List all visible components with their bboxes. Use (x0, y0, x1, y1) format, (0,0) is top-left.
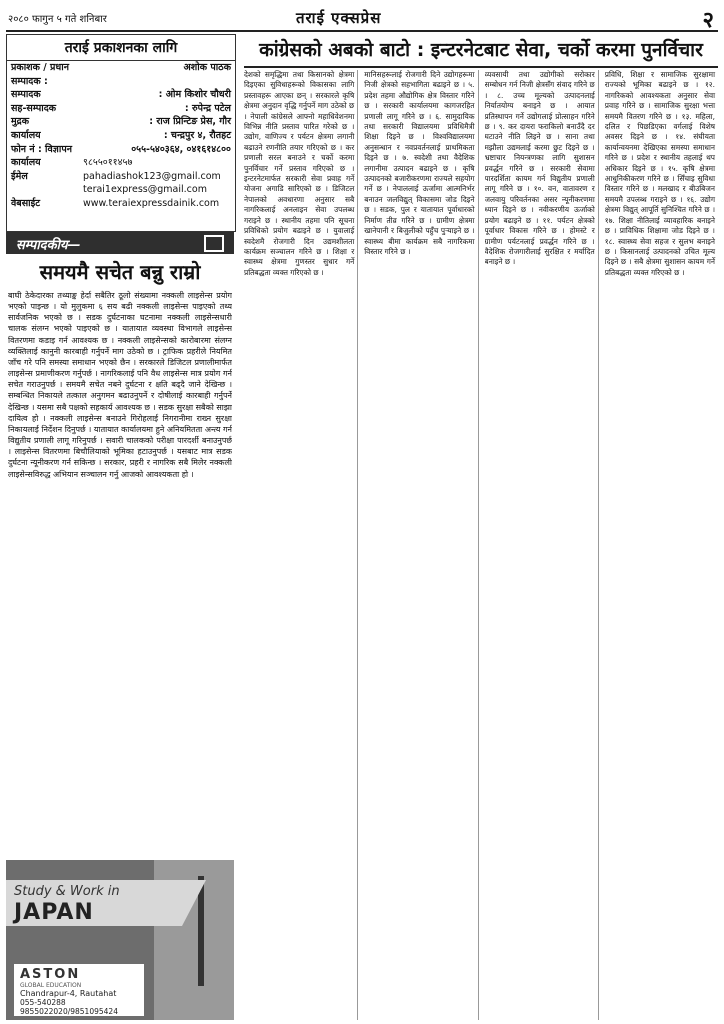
credit-key: सम्पादक (11, 89, 41, 101)
email-link[interactable]: terai1express@gmail.com (83, 184, 207, 196)
article-column (485, 70, 599, 1020)
column-text: देशको समृद्धिमा तथा किसानको क्षेत्रमा दिइएका सुविधाहरूको विकासका लागि प्रस्तावहरू आएका छन् । सरकारले कृषि क्षेत्रमा अनुदान वृद्धि गर्नुपर्ने माग उठेको छ । नेपाली कांग्रेसले आफ्नो महाधिवेशनमा विभिन्न नीति प्रस्ताव पारित गरेको छ । उद्योग, वाणिज्य र पर्यटन क्षेत्रमा लगानी बढाउने रणनीति तयार गरिएको छ । कर प्रणाली सरल बनाउने र चर्को करमा पुनर्विचार गर्ने प्रस्ताव गरिएको छ । इन्टरनेटमार्फत सरकारी सेवा प्रवाह गर्ने योजना अगाडि सारिएको छ । डिजिटल नेपालको अवधारणा अनुसार सबै नागरिकलाई अनलाइन सेवा उपलब्ध गराइने छ । स्थानीय तहमा पनि सूचना प्रविधिको प्रयोग बढाइने छ । युवालाई स्वदेशमै रोजगारी दिन उद्यमशीलता कार्यक्रम सञ्चालन गरिने छ । शिक्षा र स्वास्थ्य क्षेत्रमा गुणस्तर सुधार गर्ने प्रतिबद्धता व्यक्त गरिएको छ । (244, 70, 355, 277)
publication-credits-box (6, 34, 236, 232)
ad-line1: Study & Work in (14, 884, 120, 899)
credit-row (7, 156, 235, 170)
column-text: व्यवसायी तथा उद्योगीको सरोकार सम्बोधन गर्न निजी क्षेत्रसँग संवाद गरिने छ । ८. उच्च मूल्यको उत्पादनलाई निर्यातयोग्य बनाइने छ । आयात प्रतिस्थापन गर्ने उद्योगलाई प्रोत्साहन गरिने छ । ९. कर दायरा फराकिलो बनाउँदै दर घटाउने नीति लिइने छ । साना तथा मझौला उद्यमलाई करमा छुट दिइने छ । भ्रष्टाचार नियन्त्रणका लागि सुशासन प्रवर्द्धन गरिने छ । सरकारी सेवामा पारदर्शिता कायम गर्न विद्युतीय प्रणाली लागू गरिने छ । १०. वन, वातावरण र जलवायु परिवर्तनका असर न्यूनीकरणमा ध्यान दिइने छ । नवीकरणीय ऊर्जाको प्रयोग बढाइने छ । ११. पर्यटन क्षेत्रको पूर्वाधार विकास गरिने छ । होमस्टे र ग्रामीण पर्यटनलाई प्रवर्द्धन गरिने छ । वैदेशिक रोजगारीलाई सुरक्षित र मर्यादित बनाइने छ । (484, 70, 595, 267)
japan-study-advertisement (6, 860, 234, 1020)
article-column (244, 70, 358, 1020)
editorial-band (6, 232, 234, 254)
page-header (6, 6, 718, 32)
credit-key: सह-सम्पादक (11, 102, 57, 114)
email-link[interactable]: pahadiashok123@gmail.com (83, 170, 221, 182)
issue-date: २०८० फागुन ५ गते शनिबार (8, 14, 107, 25)
credit-key: मुद्रक (11, 116, 30, 128)
editorial-title: समयमै सचेत बन्नु राम्रो (39, 260, 201, 284)
credit-row (7, 88, 235, 102)
credits-title: तराई प्रकाशनका लागि (7, 35, 235, 61)
credit-key: ईमेल (11, 170, 28, 182)
editorial-label: सम्पादकीय— (16, 238, 81, 253)
ad-logo-box (14, 964, 144, 1016)
pen-box-icon (204, 235, 224, 252)
ad-phone2: 9855022020/9851095424 (20, 1007, 118, 1016)
credit-value: : राज प्रिन्टिङ प्रेस, गौर (149, 116, 231, 128)
article-column (364, 70, 478, 1020)
credit-row (7, 102, 235, 116)
ad-phone1: 055-540288 (20, 998, 66, 1007)
credit-key: फोन नं : विज्ञापन (11, 143, 73, 155)
credit-row (7, 170, 235, 184)
website-link[interactable]: www.teraiexpressdainik.com (83, 197, 220, 209)
credit-key: कार्यालय (11, 157, 41, 169)
masthead: तराई एक्सप्रेस (296, 9, 382, 27)
credit-key: वेबसाईट (11, 197, 41, 209)
article-headline: कांग्रेसको अबको बाटो : इन्टरनेटबाट सेवा, चर्को करमा पुनर्विचार (244, 34, 718, 68)
column-text: प्रविधि, शिक्षा र सामाजिक सुरक्षामा राज्यको भूमिका बढाइने छ । १२. नागरिकको आवश्यकता अनुसार सेवा प्रवाह गरिने छ । सामाजिक सुरक्षा भत्ता समयमै वितरण गरिने छ । १३. महिला, दलित र पिछडिएका वर्गलाई विशेष अवसर दिइने छ । १४. संघीयता कार्यान्वयनमा देखिएका समस्या समाधान गरिने छ । प्रदेश र स्थानीय तहलाई थप अधिकार दिइने छ । १५. कृषि क्षेत्रमा आधुनिकीकरण गरिने छ । सिँचाइ सुविधा विस्तार गरिने छ । मलखाद र बीउबिजन समयमै उपलब्ध गराइने छ । १६. उद्योग क्षेत्रमा विद्युत् आपूर्ति सुनिश्चित गरिने छ । १७. शिक्षा नीतिलाई व्यावहारिक बनाइने छ । प्राविधिक शिक्षामा जोड दिइने छ । १८. स्वास्थ्य सेवा सहज र सुलभ बनाइने छ । किसानलाई उत्पादनको उचित मूल्य दिइने छ । सबै क्षेत्रमा सुशासन कायम गर्ने प्रतिबद्धता व्यक्त गरिएको छ । (604, 70, 715, 277)
credit-row (7, 115, 235, 129)
ad-line2: JAPAN (14, 900, 94, 925)
credit-key: कार्यालय (11, 129, 41, 141)
editorial-body: बाघी ठेकेदारका तथ्याङ्क हेर्दा सबैतिर ठूलो संख्यामा नक्कली लाइसेन्स प्रयोग भएको पाइन्छ । यो मुलुकमा ६ सय बढी नक्कली लाइसेन्स पाइएको तथ्य सार्वजनिक भएको छ । सडक दुर्घटनाका घटनामा नक्कली लाइसेन्सधारी चालक संलग्न भएको पाइएको छ । यातायात व्यवस्था विभागले लाइसेन्स वितरणमा कडाइ गर्न आवश्यक छ । नक्कली लाइसेन्सको कारोबारमा संलग्न व्यक्तिलाई कानुनी कारबाही गर्नुपर्ने माग उठेको छ । ट्राफिक प्रहरीले नियमित जाँच गरे पनि समस्या समाधान भएको छैन । सरकारले डिजिटल प्रणालीमार्फत लाइसेन्स प्रमाणीकरण गर्नुपर्छ । नागरिकलाई पनि वैध लाइसेन्स मात्र प्रयोग गर्न सचेत गराउनुपर्छ । समयमै सचेत नबने दुर्घटना र क्षति बढ्दै जाने देखिन्छ । सम्बन्धित निकायले तत्काल अनुगमन बढाउनुपर्ने र दोषीलाई कारबाही गर्नुपर्ने देखिन्छ । यसमा सबै पक्षको सहकार्य आवश्यक छ । सडक सुरक्षा सबैको साझा दायित्व हो । नक्कली लाइसेन्स बनाउने गिरोहलाई निगरानीमा राख्न सुरक्षा निकायलाई निर्देशन दिनुपर्छ । यातायात कार्यालयमा हुने अनियमितता अन्त्य गर्न विद्युतीय प्रणाली लागू गरिनुपर्छ । सवारी चालकको परीक्षा पारदर्शी बनाउनुपर्छ । लाइसेन्स वितरणमा बिचौलियाको भूमिका हटाउनुपर्छ । यसबाट मात्र सडक दुर्घटना न्यूनीकरण गर्न सकिन्छ । सरकार, प्रहरी र नागरिक सबै मिलेर नक्कली लाइसेन्सविरुद्ध अभियान सञ्चालन गर्नु आजको आवश्यकता हो । (8, 291, 232, 479)
article-column (605, 70, 718, 1020)
credit-row (7, 129, 235, 143)
credit-row (7, 61, 235, 88)
credit-value: ०५५-५४०३६४, ०४१६१४८०० (131, 143, 231, 155)
ad-brand-sub: GLOBAL EDUCATION (20, 982, 82, 989)
credit-value: : रुपेन्द्र पटेल (184, 102, 231, 114)
credit-value: : ओम किशोर चौधरी (158, 89, 231, 101)
credit-row (7, 183, 235, 197)
article-columns (244, 70, 718, 1020)
ad-brand: ASTON (20, 967, 81, 982)
credit-key (11, 183, 83, 197)
credit-value: : चन्द्रपुर ४, रौतहट (163, 129, 231, 141)
credit-row (7, 143, 235, 157)
credit-value: अशोक पाठक (183, 62, 231, 73)
column-text: मानिसहरूलाई रोजगारी दिने उद्योगहरूमा निजी क्षेत्रको सहभागिता बढाइने छ । ५. प्रदेश तहमा औद्योगिक क्षेत्र विस्तार गरिने छ । सरकारी कार्यालयमा कागजरहित प्रणाली लागू गरिने छ । ६. सामुदायिक तथा सरकारी विद्यालयमा प्रविधिमैत्री शिक्षा दिइने छ । विश्वविद्यालयमा अनुसन्धान र नवप्रवर्तनलाई प्राथमिकता दिइने छ । ७. स्वदेशी तथा वैदेशिक लगानीमा उत्पादन बढाइने छ । कृषि उत्पादनको बजारीकरणमा राज्यले सहयोग गर्ने छ । नेपाललाई ऊर्जामा आत्मनिर्भर बनाउन जलविद्युत् विकासमा जोड दिइने छ । सडक, पुल र यातायात पूर्वाधारको निर्माण तीव्र गरिने छ । ग्रामीण क्षेत्रमा खानेपानी र बिजुलीको पहुँच पुर्‍याइने छ । स्वास्थ्य बीमा कार्यक्रम सबै नागरिकमा विस्तार गरिने छ । (364, 70, 475, 256)
credit-value: ९८५५०११४५७ (83, 157, 133, 169)
credit-key: प्रकाशक / प्रधान सम्पादक : (11, 62, 69, 87)
credit-row (7, 197, 235, 211)
ad-address: Chandrapur-4, Rautahat (20, 989, 117, 998)
page-number: २ (702, 8, 714, 33)
